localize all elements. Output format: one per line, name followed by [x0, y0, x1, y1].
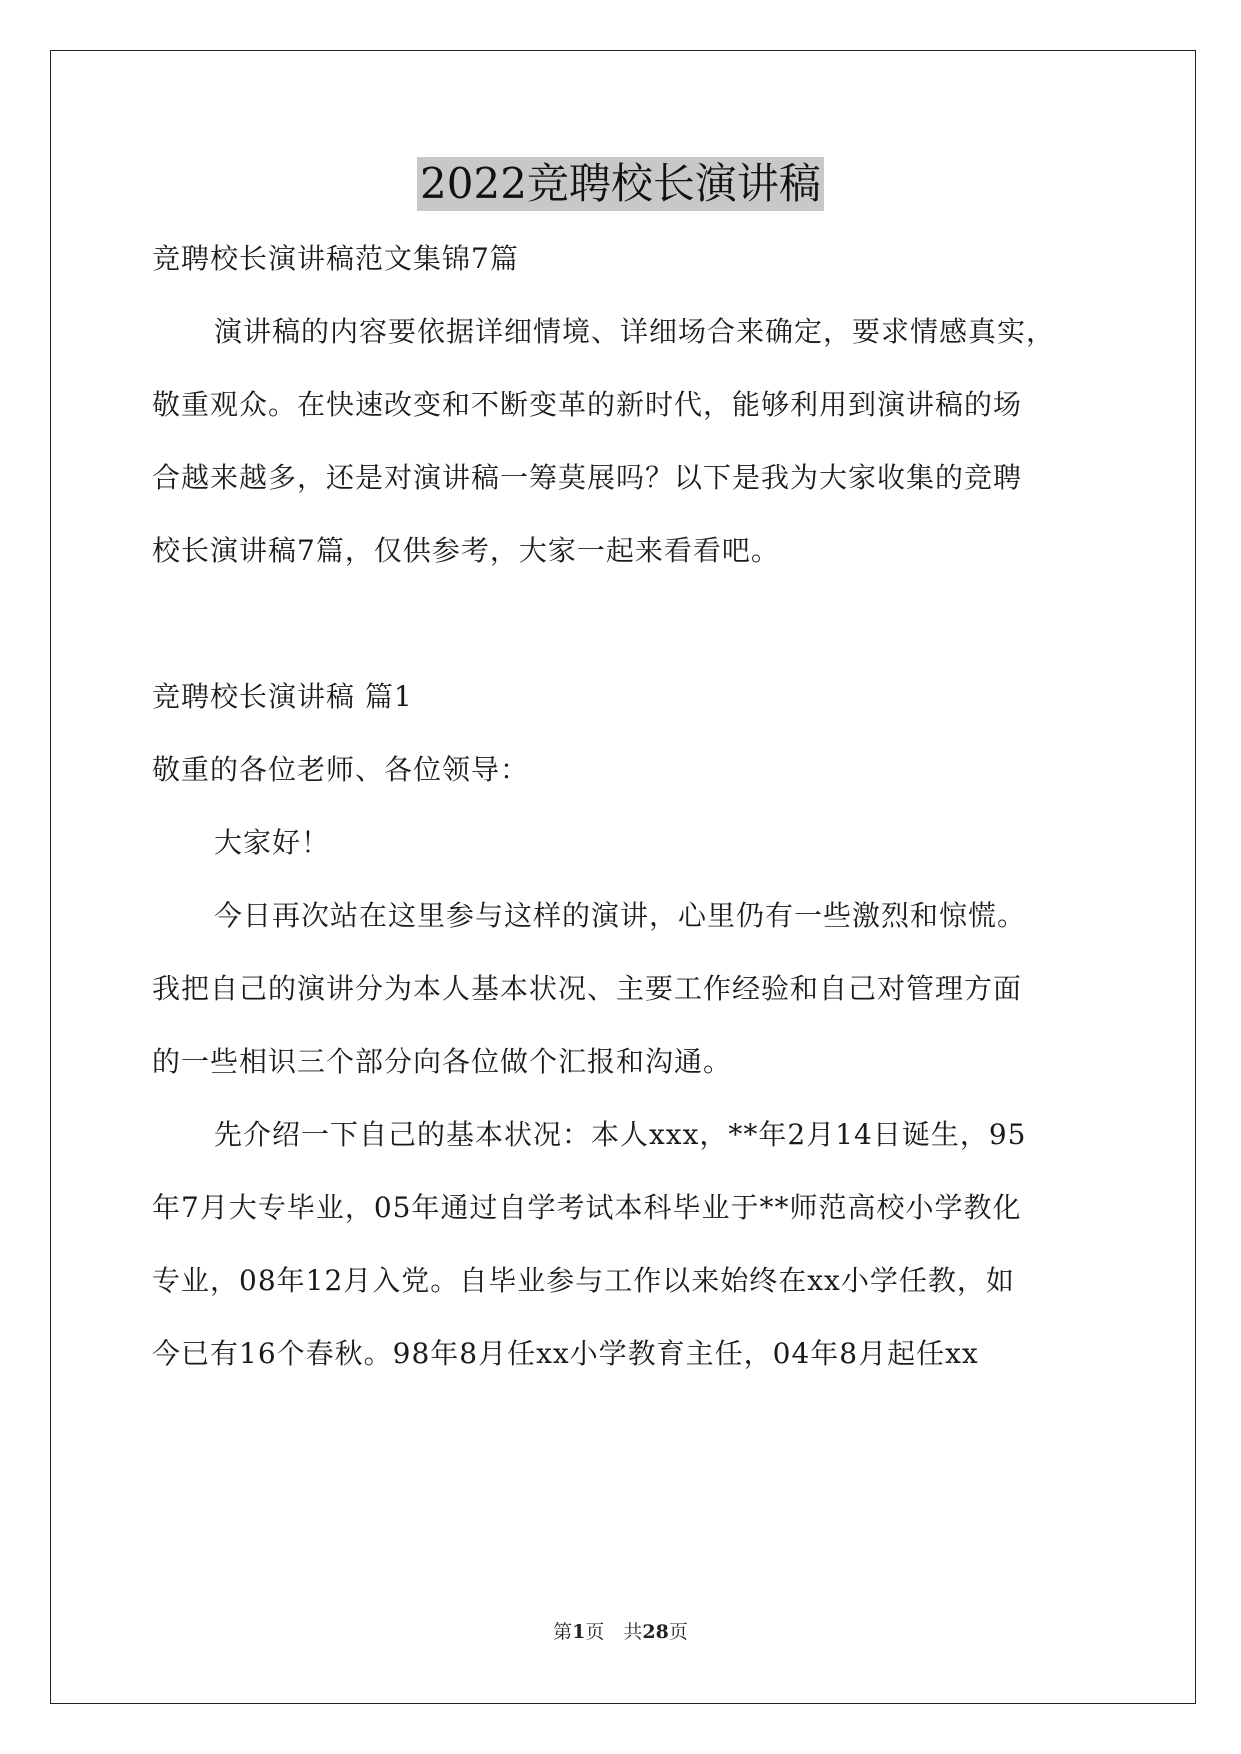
intro-line-3: 合越来越多，还是对演讲稿一筹莫展吗？以下是我为大家收集的竞聘	[152, 461, 1023, 494]
salutation: 敬重的各位老师、各位领导：	[152, 753, 530, 786]
greeting: 大家好！	[214, 826, 331, 859]
intro-line-4: 校长演讲稿7篇，仅供参考，大家一起来看看吧。	[152, 534, 780, 567]
para1-line-2: 我把自己的演讲分为本人基本状况、主要工作经验和自己对管理方面	[152, 972, 1023, 1005]
page-total: 28	[642, 1621, 669, 1643]
para2-line-4: 今已有16个春秋。98年8月任xx小学教育主任，04年8月起任xx	[152, 1337, 979, 1370]
para2-line-2: 年7月大专毕业，05年通过自学考试本科毕业于**师范高校小学教化	[152, 1191, 1022, 1224]
title-container	[0, 157, 1241, 211]
para1-line-1: 今日再次站在这里参与这样的演讲，心里仍有一些激烈和惊慌。	[214, 899, 1027, 932]
intro-line-1: 演讲稿的内容要依据详细情境、详细场合来确定，要求情感真实，	[214, 315, 1056, 348]
para2-line-1: 先介绍一下自己的基本状况：本人xxx，**年2月14日诞生，95	[214, 1118, 1027, 1151]
page-prefix: 第	[553, 1621, 573, 1643]
document-subtitle: 竞聘校长演讲稿范文集锦7篇	[152, 242, 519, 275]
page-footer	[0, 1620, 1241, 1644]
page-suffix: 页	[668, 1621, 688, 1643]
para1-line-3: 的一些相识三个部分向各位做个汇报和沟通。	[152, 1045, 733, 1078]
page-mid: 页 共	[585, 1621, 643, 1643]
para2-line-3: 专业，08年12月入党。自毕业参与工作以来始终在xx小学任教，如	[152, 1264, 1015, 1297]
section-heading: 竞聘校长演讲稿 篇1	[152, 680, 413, 713]
intro-line-2: 敬重观众。在快速改变和不断变革的新时代，能够利用到演讲稿的场	[152, 388, 1023, 421]
page-current: 1	[572, 1621, 586, 1643]
page-border	[50, 50, 1196, 1704]
document-title: 2022竞聘校长演讲稿	[417, 157, 824, 211]
